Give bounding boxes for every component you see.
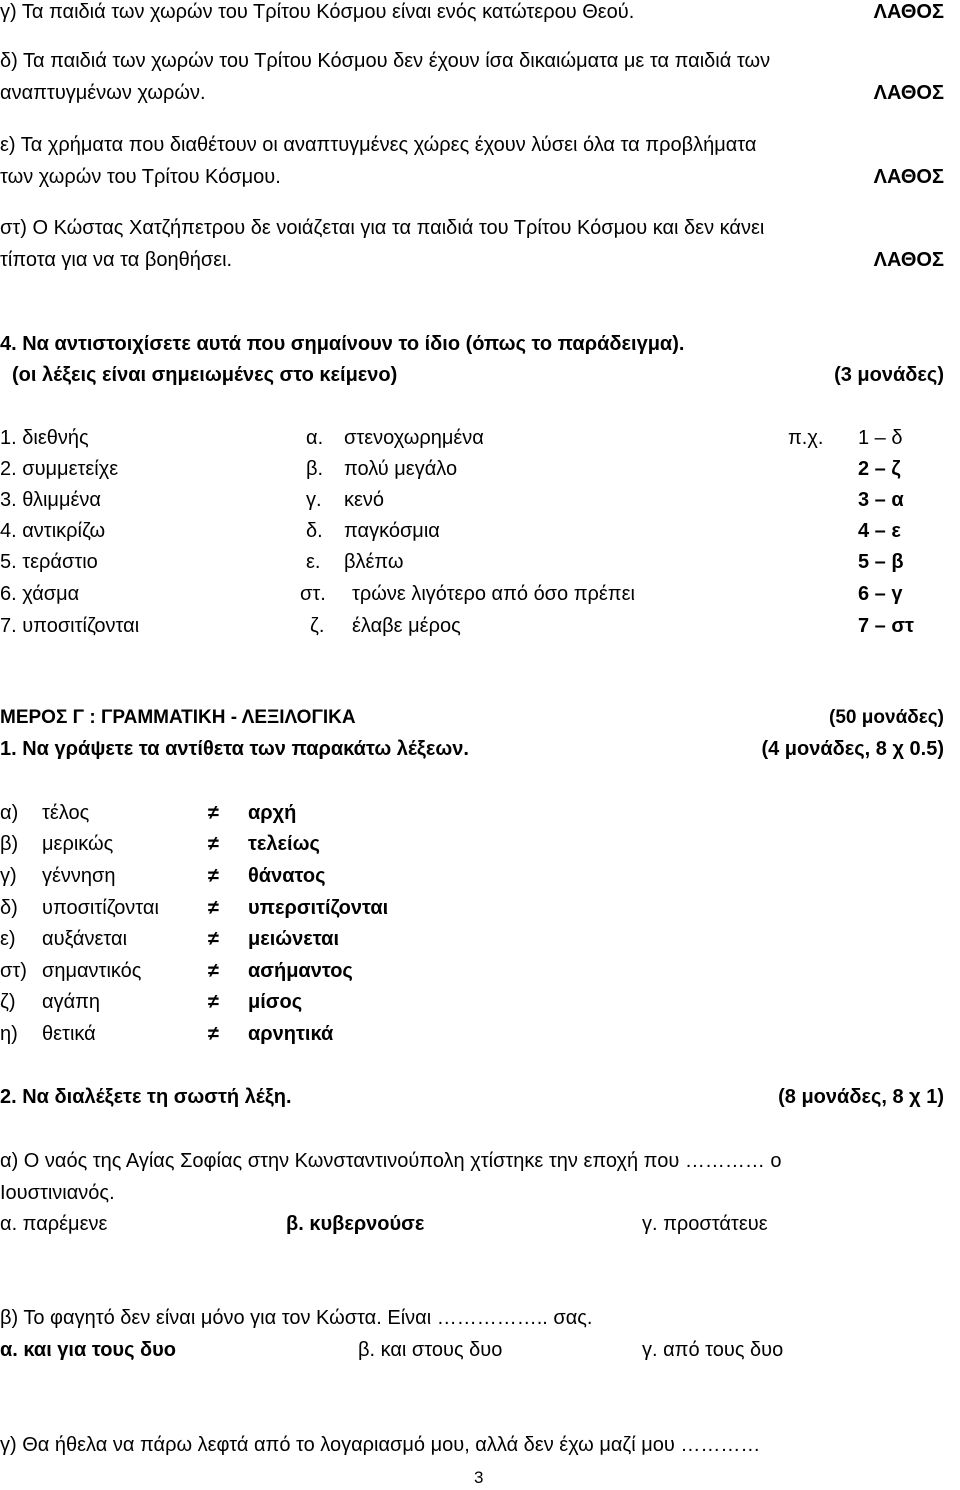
tf-delta-line1: δ) Τα παιδιά των χωρών του Τρίτου Κόσμου δεν έχουν ίσα δικαιώματα με τα παιδιά των: [0, 50, 771, 72]
q2b-option-b: β. και στους δυο: [358, 1339, 503, 1361]
q1-letter-7: ζ): [0, 991, 16, 1013]
q2a-line2: Ιουστινιανός.: [0, 1182, 115, 1204]
q1-word-1: τέλος: [42, 802, 90, 824]
q2a-option-a: α. παρέμενε: [0, 1213, 108, 1235]
q2b-option-c: γ. από τους δυο: [642, 1339, 784, 1361]
q4-left-2: 2. συμμετείχε: [0, 458, 119, 480]
part-c-title: ΜΕΡΟΣ Γ : ΓΡΑΜΜΑΤΙΚΗ - ΛΕΞΙΛΟΓΙΚΑ: [0, 707, 356, 728]
q4-left-6: 6. χάσμα: [0, 583, 80, 605]
not-equal-icon: ≠: [208, 928, 219, 950]
q4-pair-3: 3 – α: [858, 489, 904, 511]
q4-title: 4. Να αντιστοιχίσετε αυτά που σημαίνουν το ίδιο (όπως το παράδειγμα).: [0, 333, 685, 355]
q1-word-7: αγάπη: [42, 991, 101, 1013]
q4-mid-text-3: κενό: [344, 489, 385, 511]
q4-pair-7: 7 – στ: [858, 615, 914, 637]
q4-pair-1: 1 – δ: [858, 427, 903, 449]
tf-st-line2: τίποτα για να τα βοηθήσει.: [0, 249, 233, 271]
q1-letter-8: η): [0, 1023, 18, 1045]
tf-epsilon-answer: ΛΑΘΟΣ: [873, 166, 944, 188]
q4-mid-text-1: στενοχωρημένα: [344, 427, 484, 449]
q2b-option-a: α. και για τους δυο: [0, 1339, 177, 1361]
not-equal-icon: ≠: [208, 991, 219, 1013]
q4-pair-6: 6 – γ: [858, 583, 903, 605]
q1-opposite-1: αρχή: [248, 802, 297, 824]
tf-gamma-text: γ) Τα παιδιά των χωρών του Τρίτου Κόσμου είναι ενός κατώτερου Θεού.: [0, 1, 635, 23]
tf-epsilon-line2: των χωρών του Τρίτου Κόσμου.: [0, 166, 281, 188]
tf-delta-answer: ΛΑΘΟΣ: [873, 82, 944, 104]
tf-st-answer: ΛΑΘΟΣ: [873, 249, 944, 271]
q1-opposite-7: μίσος: [248, 991, 303, 1013]
q4-example-label: π.χ.: [788, 427, 824, 449]
q1-opposite-4: υπερσιτίζονται: [248, 897, 389, 919]
q1-word-5: αυξάνεται: [42, 928, 128, 950]
q2c-line1: γ) Θα ήθελα να πάρω λεφτά από το λογαριασμό μου, αλλά δεν έχω μαζί μου …………: [0, 1434, 761, 1456]
not-equal-icon: ≠: [208, 1023, 219, 1045]
q2b-line1: β) Το φαγητό δεν είναι μόνο για τον Κώστα. Είναι …………….. σας.: [0, 1307, 593, 1329]
q4-mid-letter-6: στ.: [300, 583, 326, 605]
q4-mid-letter-3: γ.: [306, 489, 322, 511]
q4-left-3: 3. θλιμμένα: [0, 489, 101, 511]
q4-mid-text-7: έλαβε μέρος: [352, 615, 461, 637]
q4-left-5: 5. τεράστιο: [0, 551, 98, 573]
q1-opposite-2: τελείως: [248, 833, 320, 855]
q1-opposite-3: θάνατος: [248, 865, 326, 887]
q4-mid-text-6: τρώνε λιγότερο από όσο πρέπει: [352, 583, 635, 605]
q1-word-8: θετικά: [42, 1023, 96, 1045]
q4-pair-2: 2 – ζ: [858, 458, 901, 480]
not-equal-icon: ≠: [208, 897, 219, 919]
part-c-points: (50 μονάδες): [829, 707, 944, 728]
q4-mid-text-5: βλέπω: [344, 551, 404, 573]
q4-pair-4: 4 – ε: [858, 520, 901, 542]
q2-points: (8 μονάδες, 8 χ 1): [778, 1086, 944, 1108]
tf-delta-line2: αναπτυγμένων χωρών.: [0, 82, 206, 104]
q4-subtitle: (οι λέξεις είναι σημειωμένες στο κείμενο): [12, 364, 398, 386]
tf-st-line1: στ) Ο Κώστας Χατζήπετρου δε νοιάζεται για τα παιδιά του Τρίτου Κόσμου και δεν κάνει: [0, 217, 765, 239]
q1-letter-5: ε): [0, 928, 16, 950]
q1-title: 1. Να γράψετε τα αντίθετα των παρακάτω λέξεων.: [0, 738, 469, 760]
q1-word-3: γέννηση: [42, 865, 116, 887]
q4-left-7: 7. υποσιτίζονται: [0, 615, 140, 637]
not-equal-icon: ≠: [208, 802, 219, 824]
q4-mid-letter-5: ε.: [306, 551, 321, 573]
q2a-option-c: γ. προστάτευε: [642, 1213, 768, 1235]
q4-mid-letter-7: ζ.: [310, 615, 325, 637]
tf-epsilon-line1: ε) Τα χρήματα που διαθέτουν οι αναπτυγμένες χώρες έχουν λύσει όλα τα προβλήματα: [0, 134, 757, 156]
q1-letter-2: β): [0, 833, 19, 855]
not-equal-icon: ≠: [208, 833, 219, 855]
q1-letter-1: α): [0, 802, 19, 824]
q1-points: (4 μονάδες, 8 χ 0.5): [761, 738, 944, 760]
q4-mid-letter-1: α.: [306, 427, 324, 449]
q1-word-4: υποσιτίζονται: [42, 897, 159, 919]
q1-opposite-6: ασήμαντος: [248, 960, 353, 982]
q2-title: 2. Να διαλέξετε τη σωστή λέξη.: [0, 1086, 292, 1108]
q1-word-6: σημαντικός: [42, 960, 142, 982]
q4-mid-letter-4: δ.: [306, 520, 323, 542]
q4-pair-5: 5 – β: [858, 551, 904, 573]
q1-letter-6: στ): [0, 960, 27, 982]
tf-gamma-answer: ΛΑΘΟΣ: [873, 1, 944, 23]
q4-points: (3 μονάδες): [834, 364, 944, 386]
q1-opposite-5: μειώνεται: [248, 928, 340, 950]
q4-mid-text-2: πολύ μεγάλο: [344, 458, 458, 480]
q1-opposite-8: αρνητικά: [248, 1023, 334, 1045]
q4-mid-text-4: παγκόσμια: [344, 520, 440, 542]
q4-left-4: 4. αντικρίζω: [0, 520, 106, 542]
q4-mid-letter-2: β.: [306, 458, 324, 480]
q1-word-2: μερικώς: [42, 833, 114, 855]
q2a-option-b: β. κυβερνούσε: [286, 1213, 425, 1235]
q2a-line1: α) Ο ναός της Αγίας Σοφίας στην Κωνσταντινούπολη χτίστηκε την εποχή που ………… ο: [0, 1150, 782, 1172]
q4-left-1: 1. διεθνής: [0, 427, 89, 449]
not-equal-icon: ≠: [208, 960, 219, 982]
not-equal-icon: ≠: [208, 865, 219, 887]
q1-letter-4: δ): [0, 897, 18, 919]
page-number: 3: [474, 1468, 484, 1487]
q1-letter-3: γ): [0, 865, 17, 887]
